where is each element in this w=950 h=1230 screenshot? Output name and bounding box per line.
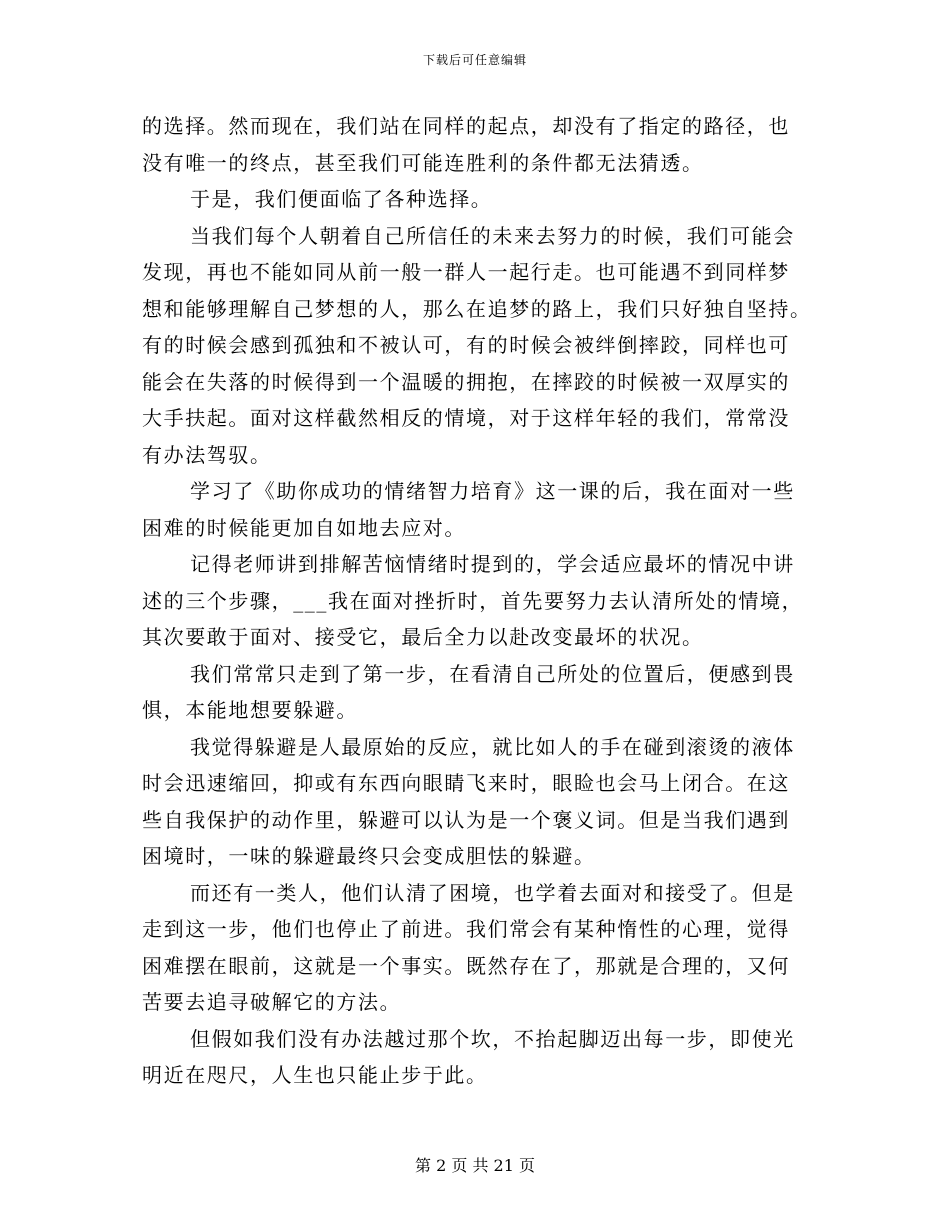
paragraph-first-line: 当我们每个人朝着自己所信任的未来去努力的时候，我们可能会 [190, 223, 795, 248]
text-line: 想和能够理解自己梦想的人，那么在追梦的路上，我们只好独自坚持。 [142, 296, 812, 321]
paragraph-first-line: 我觉得躲避是人最原始的反应，就比如人的手在碰到滚烫的液体 [190, 734, 795, 759]
text-line: 些自我保护的动作里，躲避可以认为是一个褒义词。但是当我们遇到 [142, 807, 790, 832]
paragraph-first-line: 学习了《助你成功的情绪智力培育》这一课的后，我在面对一些 [190, 479, 795, 503]
text-line: 有的时候会感到孤独和不被认可，有的时候会被绊倒摔跤，同样也可 [142, 333, 790, 357]
text-line: 能会在失落的时候得到一个温暖的拥抱，在摔跤的时候被一双厚实的 [142, 369, 790, 394]
text-line: 困难摆在眼前，这就是一个事实。既然存在了，那就是合理的，又何 [142, 953, 790, 978]
paragraph-first-line: 但假如我们没有办法越过那个坎，不抬起脚迈出每一步，即使光 [190, 1026, 795, 1051]
text-line: 困境时，一味的躲避最终只会变成胆怯的躲避。 [142, 844, 596, 868]
paragraph-first-line: 而还有一类人，他们认清了困境，也学着去面对和接受了。但是 [190, 880, 795, 905]
text-line: 的选择。然而现在，我们站在同样的起点，却没有了指定的路径，也 [142, 114, 790, 138]
page-header: 下载后可任意编辑 [422, 53, 527, 67]
document-body [142, 108, 812, 1094]
text-line: 明近在咫尺，人生也只能止步于此。 [142, 1063, 488, 1087]
paragraph-first-line: 于是，我们便面临了各种选择。 [190, 187, 493, 211]
text-line: 惧，本能地想要躲避。 [142, 698, 358, 722]
text-line: 时会迅速缩回，抑或有东西向眼睛飞来时，眼睑也会马上闭合。在这 [142, 771, 790, 795]
paragraph-first-line: 我们常常只走到了第一步，在看清自己所处的位置后，便感到畏 [190, 661, 795, 686]
text-line: 走到这一步，他们也停止了前进。我们常会有某种惰性的心理，觉得 [142, 917, 790, 941]
text-line: 其次要敢于面对、接受它，最后全力以赴改变最坏的状况。 [142, 625, 704, 649]
page-footer: 第 2 页 共 21 页 [415, 1156, 535, 1175]
text-line: 没有唯一的终点，甚至我们可能连胜利的条件都无法猜透。 [142, 150, 704, 175]
text-line: 困难的时候能更加自如地去应对。 [142, 515, 466, 540]
text-line: 述的三个步骤，___我在面对挫折时，首先要努力去认清所处的情境， [142, 588, 804, 613]
text-line: 大手扶起。面对这样截然相反的情境，对于这样年轻的我们，常常没 [142, 406, 790, 430]
text-line: 有办法驾驭。 [142, 442, 272, 467]
text-line: 发现，再也不能如同从前一般一群人一起行走。也可能遇不到同样梦 [142, 260, 790, 284]
paragraph-first-line: 记得老师讲到排解苦恼情绪时提到的，学会适应最坏的情况中讲 [190, 552, 795, 576]
text-line: 苦要去追寻破解它的方法。 [142, 990, 402, 1014]
